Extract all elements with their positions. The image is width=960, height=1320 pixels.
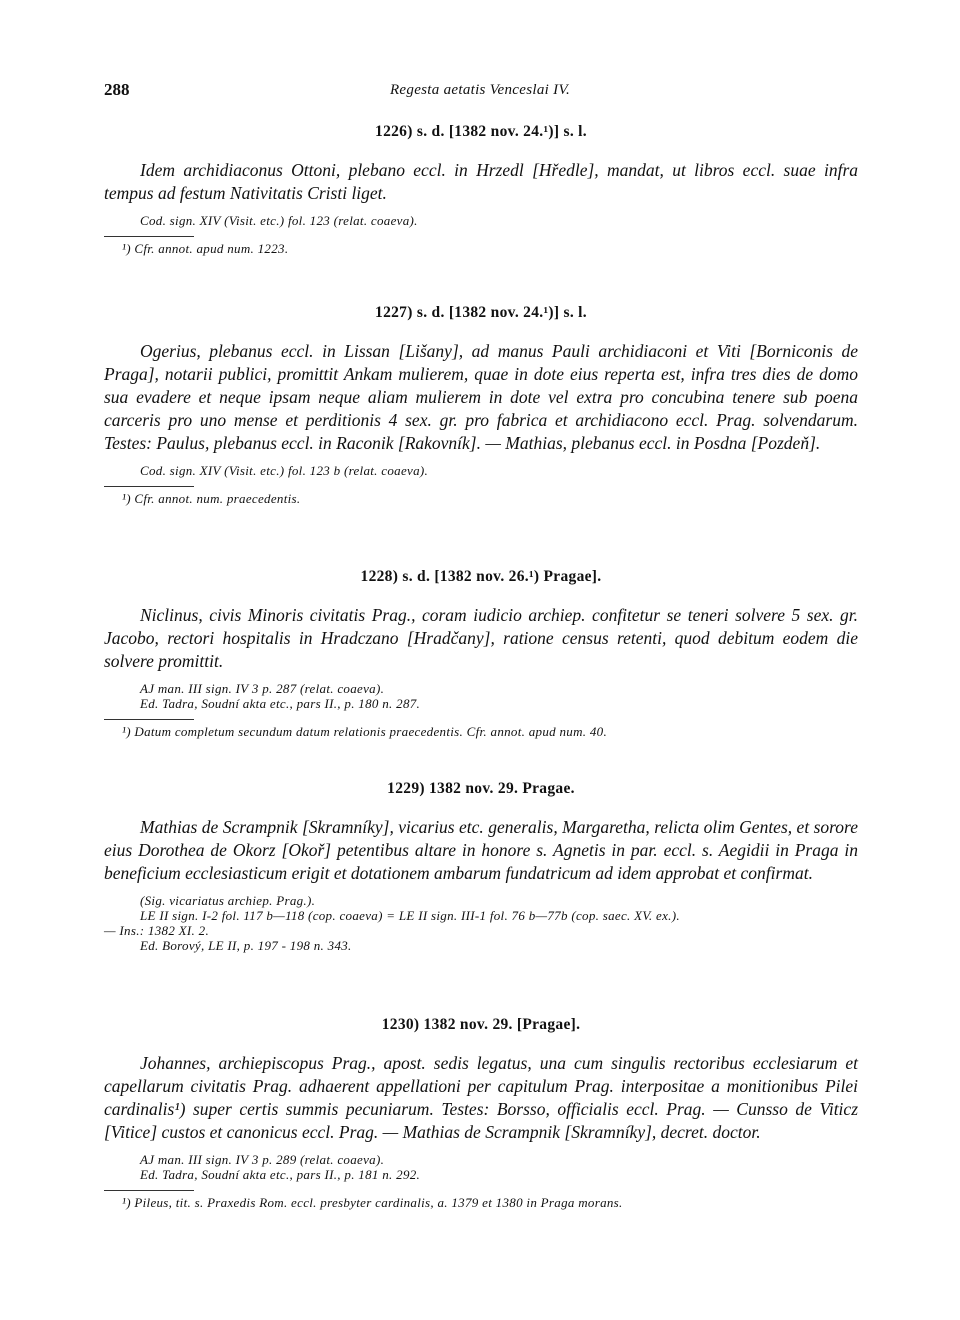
source-citation: AJ man. III sign. IV 3 p. 289 (relat. coaeva). Ed. Tadra, Soudní akta etc., pars II., p. 181 n. 292. xyxy=(140,1152,421,1182)
entry-text: Ogerius, plebanus eccl. in Lissan [Lišany], ad manus Pauli archidiaconi et Viti [Borniconis de Praga], notarii publici, promittit Ankam mulierem, quae in dote eius reperta est, infra tres dies de domo sua evadere et neque ipsam neque aliam mulierem in dote vel extra pro concubina tenere sub poena carceris pro uno mense et perditionis 4 sex. gr. pro fabrica et archidiacono eccl. Prag. solvendarum. Testes: Paulus, plebanus eccl. in Raconik [Rakovník]. — Mathias, plebanus eccl. in Posdna [Pozdeň]. xyxy=(104,341,858,453)
entry-heading: 1229) 1382 nov. 29. Pragae. xyxy=(387,780,575,797)
entry-text: Johannes, archiepiscopus Prag., apost. sedis legatus, una cum singulis rectoribus ecclesiarum et capellarum civitatis Prag. adhaerent appellationi per capitulum Prag. interpositae a monitionibus Pilei cardinalis¹) super certis summis pecuniarum. Testes: Borsso, officialis eccl. Prag. — Cunsso de Viticz [Vitice] custos et canonicus eccl. Prag. — Mathias de Scrampnik [Skramníky], decret. doctor. xyxy=(104,1053,858,1142)
entry-1226 xyxy=(104,123,858,257)
entry-text: Niclinus, civis Minoris civitatis Prag., coram iudicio archiep. confitetur se teneri solvere 5 sex. gr. Jacobo, rectori hospitalis in Hradczano [Hradčany], ratione census retenti, quod debitum eodem die solvere promittit. xyxy=(104,605,858,671)
page-number: 288 xyxy=(104,80,130,99)
running-head: Regesta aetatis Venceslai IV. xyxy=(389,82,571,98)
source-citation: (Sig. vicariatus archiep. Prag.). LE II sign. I-2 fol. 117 b—118 (cop. coaeva) = LE II sign. III-1 fol. 76 b—77b (cop. saec. XV. ex.). — Ins.: 1382 XI. 2. Ed. Borový, LE II, p. 197 - 198 n. 343. xyxy=(104,893,680,953)
source-citation: Cod. sign. XIV (Visit. etc.) fol. 123 (relat. coaeva). xyxy=(140,213,418,228)
footnote: ¹) Cfr. annot. num. praecedentis. xyxy=(122,491,301,506)
entry-heading: 1226) s. d. [1382 nov. 24.¹)] s. l. xyxy=(375,123,587,140)
entry-1228 xyxy=(104,568,858,740)
entry-1230 xyxy=(104,1016,858,1211)
source-citation: AJ man. III sign. IV 3 p. 287 (relat. coaeva). Ed. Tadra, Soudní akta etc., pars II., p. 180 n. 287. xyxy=(140,681,421,711)
footnote: ¹) Datum completum secundum datum relationis praecedentis. Cfr. annot. apud num. 40. xyxy=(122,724,608,739)
footnote-rule xyxy=(104,719,194,720)
entry-text: Idem archidiaconus Ottoni, plebano eccl. in Hrzedl [Hředle], mandat, ut libros eccl. suae infra tempus ad festum Nativitatis Cristi liget. xyxy=(104,160,858,203)
footnote: ¹) Pileus, tit. s. Praxedis Rom. eccl. presbyter cardinalis, a. 1379 et 1380 in Praga morans. xyxy=(122,1195,623,1210)
entry-heading: 1230) 1382 nov. 29. [Pragae]. xyxy=(381,1016,581,1033)
footnote: ¹) Cfr. annot. apud num. 1223. xyxy=(122,241,289,256)
entry-text: Mathias de Scrampnik [Skramníky], vicarius etc. generalis, Margaretha, relicta olim Gentes, et sorore eius Dorothea de Okorz [Okoř] petentibus altare in honore s. Agnetis in par. eccl. s. Aegidii in Praga in beneficium ecclesiasticum erigit et dotationem ambarum fundatricum ad idem approbat et confirmat. xyxy=(104,817,858,883)
footnote-rule xyxy=(104,486,194,487)
entry-heading: 1228) s. d. [1382 nov. 26.¹) Pragae]. xyxy=(360,568,602,585)
entry-1229 xyxy=(104,780,858,953)
source-citation: Cod. sign. XIV (Visit. etc.) fol. 123 b (relat. coaeva). xyxy=(140,463,429,478)
footnote-rule xyxy=(104,236,194,237)
footnote-rule xyxy=(104,1190,194,1191)
entry-1227 xyxy=(104,304,858,507)
entry-heading: 1227) s. d. [1382 nov. 24.¹)] s. l. xyxy=(375,304,587,321)
